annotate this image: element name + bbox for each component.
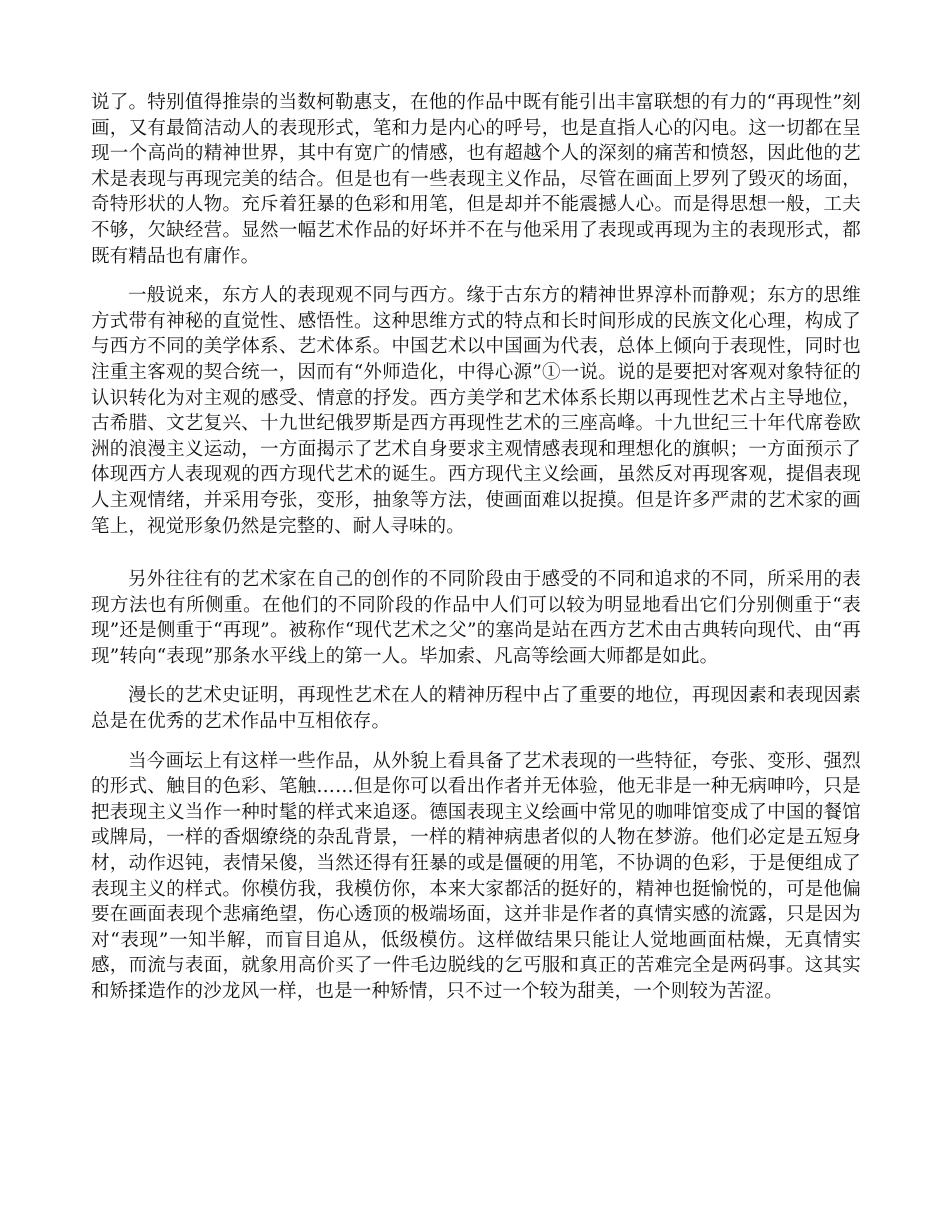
document-page bbox=[91, 90, 861, 1019]
paragraph-2: 一般说来，东方人的表现观不同与西方。缘于古东方的精神世界淳朴而静观；东方的思维方式带有神秘的直觉性、感悟性。这种思维方式的特点和长时间形成的民族文化心理，构成了与西方不同的美学体系、艺术体系。中国艺术以中国画为代表，总体上倾向于表现性，同时也注重主客观的契合统一，因而有“外师造化，中得心源”①一说。说的是要把对客观对象特征的认识转化为对主观的感受、情意的抒发。西方美学和艺术体系长期以再现性艺术占主导地位，古希腊、文艺复兴、十九世纪俄罗斯是西方再现性艺术的三座高峰。十九世纪三十年代席卷欧洲的浪漫主义运动，一方面揭示了艺术自身要求主观情感表现和理想化的旗帜；一方面预示了体现西方人表现观的西方现代艺术的诞生。西方现代主义绘画，虽然反对再现客观，提倡表现人主观情绪，并采用夸张，变形，抽象等方法，使画面难以捉摸。但是许多严肃的艺术家的画笔上，视觉形象仍然是完整的、耐人寻味的。 bbox=[91, 285, 861, 537]
paragraph-5: 当今画坛上有这样一些作品，从外貌上看具备了艺术表现的一些特征，夸张、变形、强烈的形式、触目的色彩、笔触……但是你可以看出作者并无体验，他无非是一种无病呻吟，只是把表现主义当作一种时髦的样式来追逐。德国表现主义绘画中常见的咖啡馆变成了中国的餐馆或牌局，一样的香烟缭绕的杂乱背景，一样的精神病患者似的人物在梦游。他们必定是五短身材，动作迟钝，表情呆傻，当然还得有狂暴的或是僵硬的用笔，不协调的色彩，于是便组成了表现主义的样式。你模仿我，我模仿你，本来大家都活的挺好的，精神也挺愉悦的，可是他偏要在画面表现个悲痛绝望，伤心透顶的极端场面，这并非是作者的真情实感的流露，只是因为对“表现”一知半解，而盲目追从，低级模仿。这样做结果只能让人觉地画面枯燥，无真情实感，而流与表面，就象用高价买了一件毛边脱线的乞丐服和真正的苦难完全是两码事。这其实和矫揉造作的沙龙风一样，也是一种矫情，只不过一个较为甜美，一个则较为苦涩。 bbox=[91, 750, 861, 1002]
paragraph-4: 漫长的艺术史证明，再现性艺术在人的精神历程中占了重要的地位，再现因素和表现因素总是在优秀的艺术作品中互相依存。 bbox=[91, 685, 861, 733]
paragraph-3: 另外往往有的艺术家在自己的创作的不同阶段由于感受的不同和追求的不同，所采用的表现方法也有所侧重。在他们的不同阶段的作品中人们可以较为明显地看出它们分别侧重于“表现”还是侧重于“再现”。被称作“现代艺术之父”的塞尚是站在西方艺术由古典转向现代、由“再现”转向“表现”那条水平线上的第一人。毕加索、凡高等绘画大师都是如此。 bbox=[91, 569, 861, 667]
paragraph-1: 说了。特别值得推崇的当数柯勒惠支，在他的作品中既有能引出丰富联想的有力的“再现性”刻画，又有最简洁动人的表现形式，笔和力是内心的呼号，也是直指人心的闪电。这一切都在呈现一个高尚的精神世界，其中有宽广的情感，也有超越个人的深刻的痛苦和愤怒，因此他的艺术是表现与再现完美的结合。但是也有一些表现主义作品，尽管在画面上罗列了毁灭的场面，奇特形状的人物。充斥着狂暴的色彩和用笔，但是却并不能震撼人心。而是得思想一般，工夫不够，欠缺经营。显然一幅艺术作品的好坏并不在与他采用了表现或再现为主的表现形式，都既有精品也有庸作。 bbox=[91, 92, 861, 267]
